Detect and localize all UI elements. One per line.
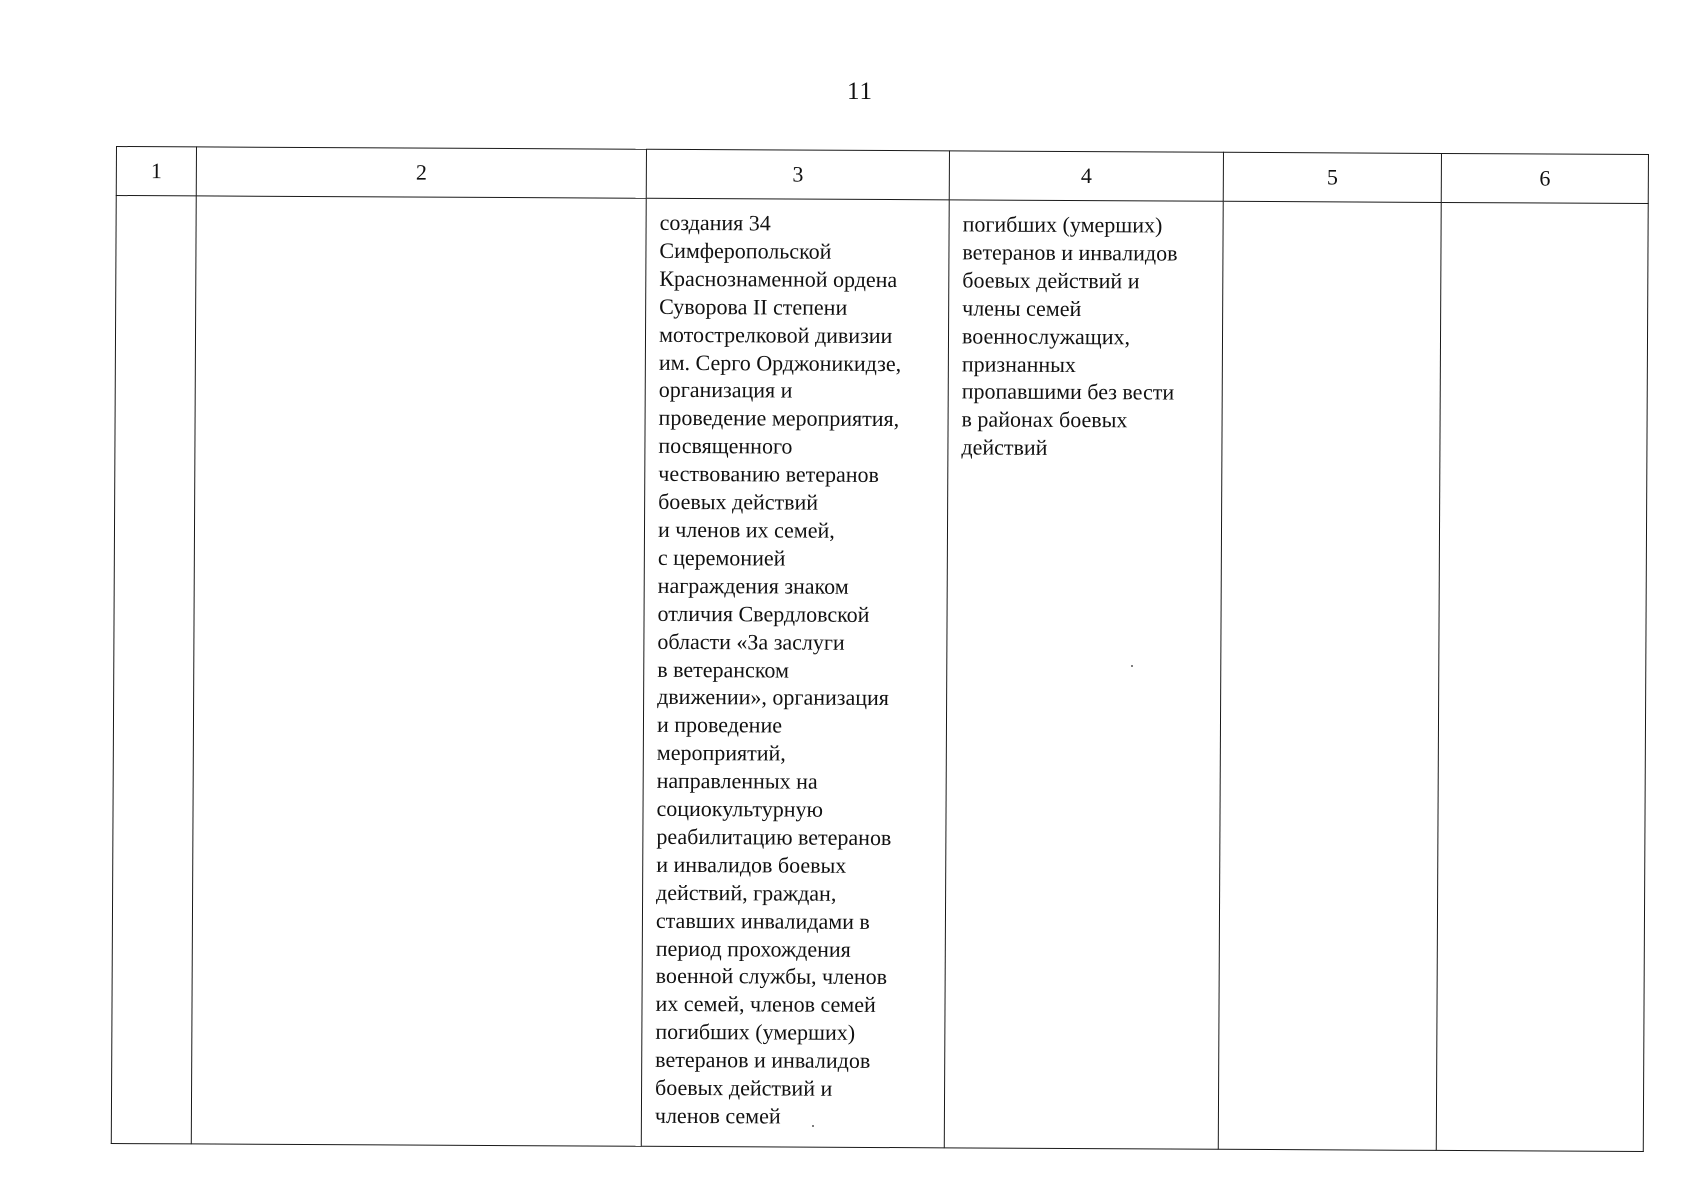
scan-speck: [1131, 665, 1133, 667]
cell-col4: [944, 200, 1223, 1149]
document-table: [111, 146, 1649, 1152]
column-header-2: 2: [196, 147, 646, 198]
column-header-6: 6: [1441, 153, 1648, 203]
cell-col3: [641, 198, 949, 1148]
cell-col1-text: [117, 196, 196, 206]
scan-speck: [812, 1125, 814, 1127]
cell-col5: [1218, 201, 1441, 1150]
column-header-5: 5: [1223, 152, 1441, 202]
cell-col6: [1436, 202, 1648, 1151]
cell-col1: [111, 196, 196, 1144]
cell-col6-text: [1442, 203, 1648, 214]
cell-col2: [191, 196, 646, 1146]
column-header-3: 3: [646, 149, 949, 200]
table-header: [116, 147, 1648, 204]
table-row: [111, 196, 1648, 1152]
page-number: 11: [846, 78, 874, 105]
column-header-1: 1: [116, 147, 196, 196]
cell-col4-text: погибших (умерших) ветеранов и инвалидов боевых действий и члены семей военнослужащих, признанных пропавшими без вести в районах боевых действий: [961, 211, 1178, 461]
cell-col2-text: [197, 196, 646, 208]
column-header-4: 4: [949, 151, 1223, 201]
cell-col5-text: [1224, 202, 1441, 213]
header-row: [116, 147, 1648, 204]
cell-col3-text: создания 34 Симферопольской Краснознаменной ордена Суворова II степени мотострелковой дивизии им. Серго Орджоникидзе, организация и проведение мероприятия, посвященного чествованию ветеранов боевых действий и членов их семей, с церемонией награждения знаком отличия Свердловской области «За заслуги в ветеранском движении», организация и проведение мероприятий, направленных на социокультурную реабилитацию ветеранов и инвалидов боевых действий, граждан, ставших инвалидами в период прохождения военной службы, членов их семей, членов семей погибших (умерших) ветеранов и инвалидов боевых действий и членов семей: [654, 209, 902, 1129]
